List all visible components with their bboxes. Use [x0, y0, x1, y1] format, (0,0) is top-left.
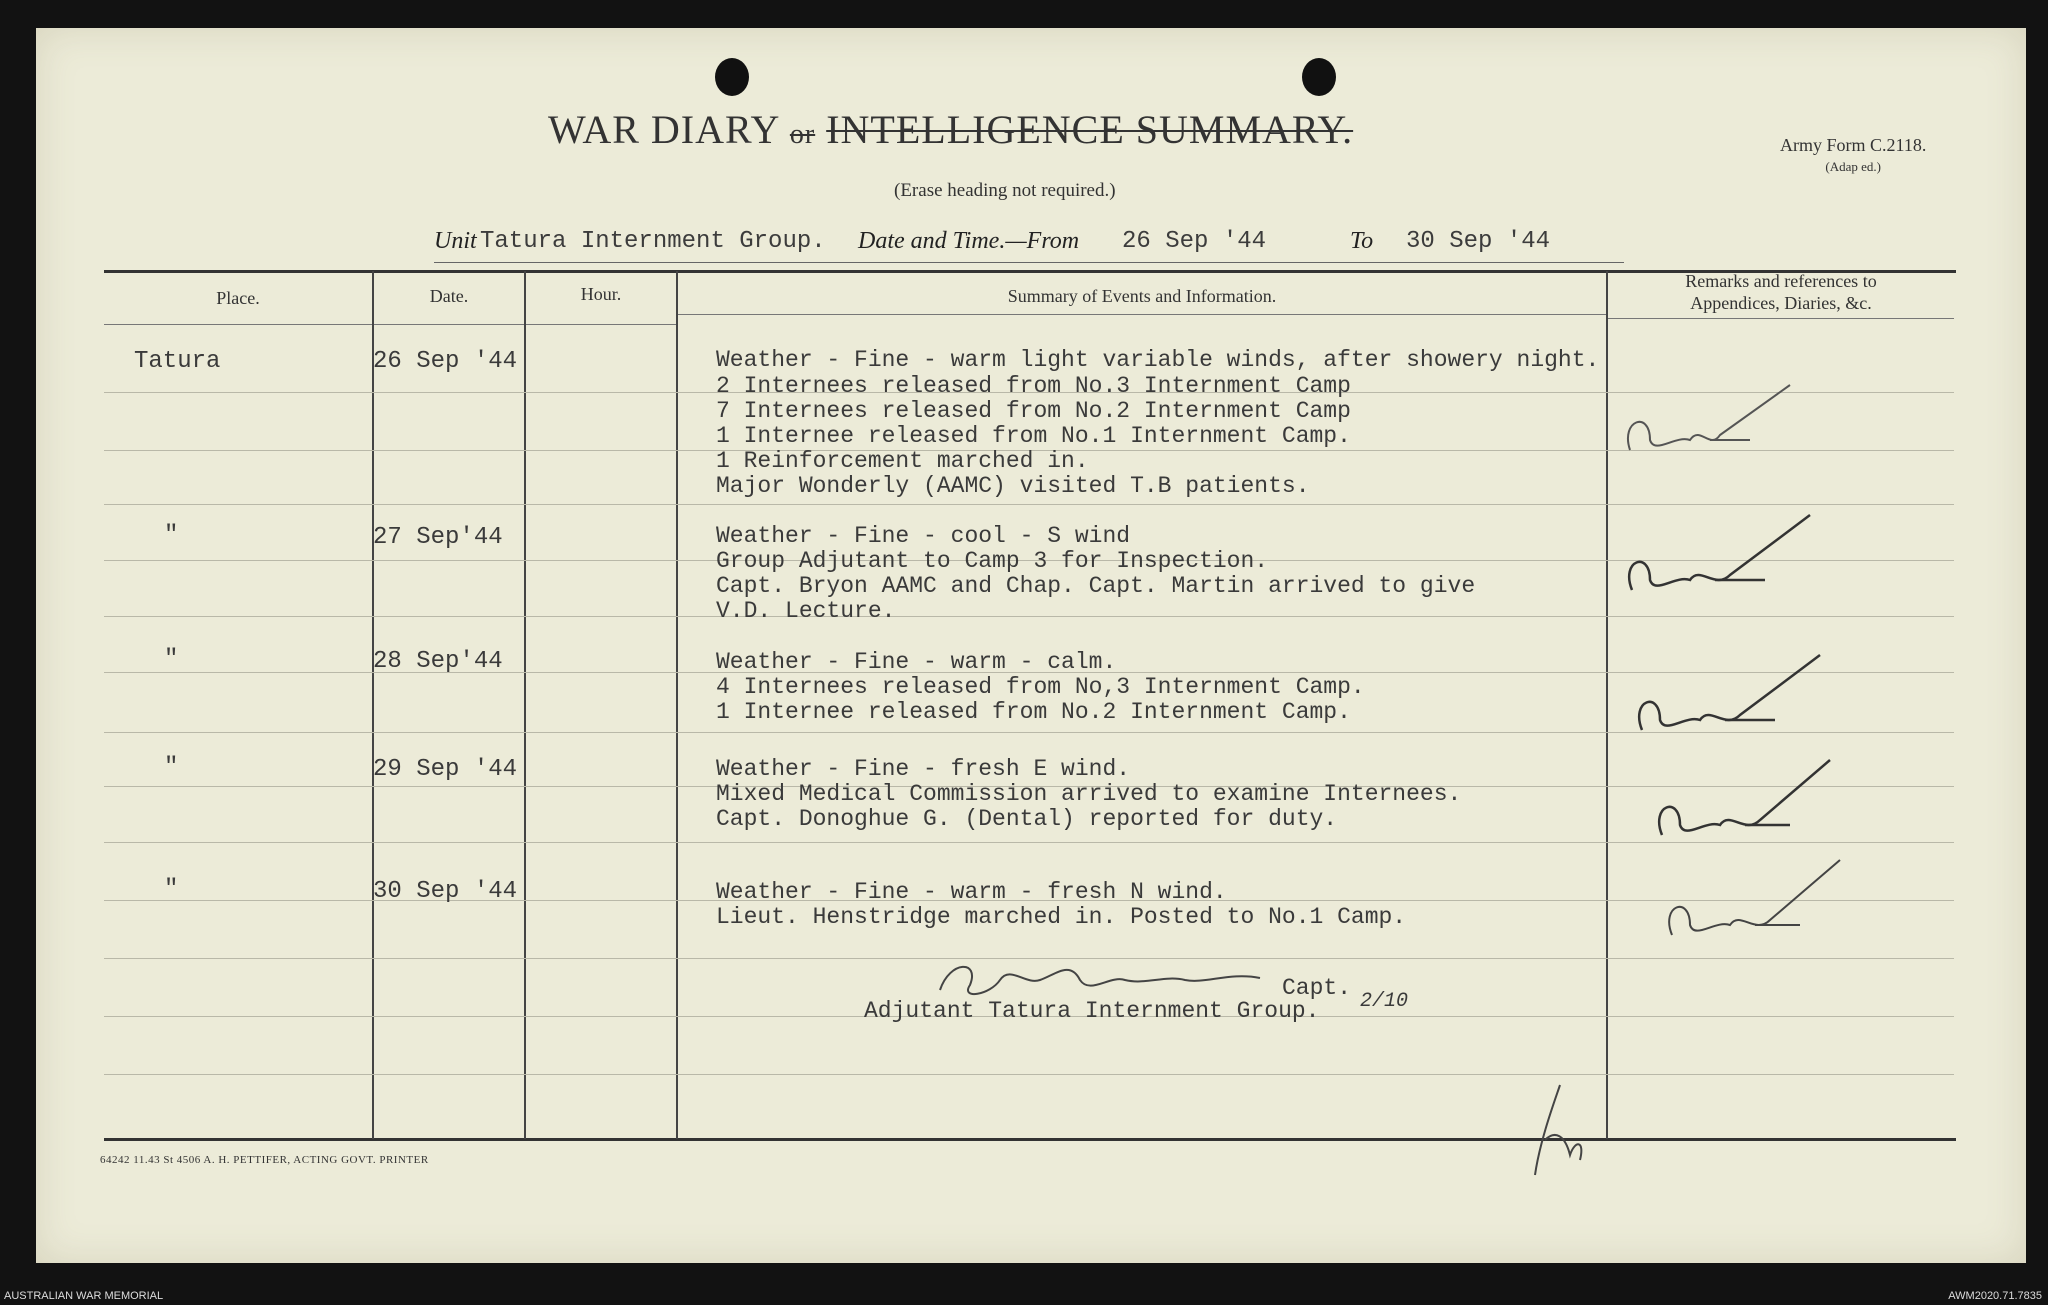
column-header-hour: Hour.: [580, 284, 622, 304]
unit-value: Tatura Internment Group.: [480, 228, 826, 255]
document-page: [36, 28, 2026, 1263]
header-rule: [374, 324, 524, 325]
page-title: [548, 106, 1353, 153]
remarks-initials: [1620, 510, 1820, 610]
subtitle: (Erase heading not required.): [894, 180, 1116, 201]
column-divider: [524, 271, 526, 1139]
remarks-initials: [1620, 380, 1800, 480]
table-bottom-rule: [104, 1138, 1956, 1141]
entry-line: Mixed Medical Commission arrived to examine Internees.: [716, 781, 1462, 807]
entry-line: 1 Internee released from No.2 Internment Camp.: [716, 699, 1351, 725]
unit-line: [434, 226, 1624, 263]
to-date: 30 Sep '44: [1406, 228, 1551, 255]
date-time-label: Date and Time.—From: [858, 228, 1080, 254]
punch-hole: [715, 58, 749, 96]
signature-title: Adjutant Tatura Internment Group.: [864, 998, 1320, 1024]
column-header-place: Place.: [216, 288, 260, 308]
remarks-initials: [1660, 855, 1850, 955]
entry-date: 27 Sep'44: [373, 524, 503, 551]
margin-initials: [1530, 1080, 1590, 1180]
column-header-remarks: Remarks and references to Appendices, Diaries, &c.: [1685, 271, 1877, 313]
entry-place: ": [164, 754, 179, 781]
entry-line: Weather - Fine - warm light variable winds, after showery night.: [716, 347, 1600, 373]
header-rule: [1608, 318, 1954, 319]
header-rule: [526, 324, 676, 325]
entry-line: Major Wonderly (AAMC) visited T.B patients.: [716, 473, 1310, 499]
entry-line: Weather - Fine - fresh E wind.: [716, 756, 1131, 782]
title-intelligence-summary: INTELLIGENCE SUMMARY.: [826, 107, 1354, 152]
header-rule: [104, 324, 372, 325]
entry-line: 1 Reinforcement marched in.: [716, 448, 1089, 474]
printer-imprint: 64242 11.43 St 4506 A. H. PETTIFER, ACTING GOVT. PRINTER: [100, 1154, 429, 1166]
remarks-initials: [1650, 755, 1840, 855]
entry-line: Group Adjutant to Camp 3 for Inspection.: [716, 548, 1269, 574]
column-header-date: Date.: [429, 286, 469, 306]
column-divider: [676, 271, 678, 1139]
header-rule: [678, 314, 1606, 315]
title-or: or: [789, 119, 816, 150]
column-divider: [1606, 271, 1608, 1139]
entry-line: Weather - Fine - warm - calm.: [716, 649, 1117, 675]
entry-line: V.D. Lecture.: [716, 598, 896, 624]
entry-line: Weather - Fine - warm - fresh N wind.: [716, 879, 1227, 905]
entry-line: Capt. Bryon AAMC and Chap. Capt. Martin arrived to give: [716, 573, 1476, 599]
entry-line: Lieut. Henstridge marched in. Posted to No.1 Camp.: [716, 904, 1407, 930]
from-date: 26 Sep '44: [1122, 228, 1267, 255]
column-divider: [372, 271, 374, 1139]
entry-line: Capt. Donoghue G. (Dental) reported for duty.: [716, 806, 1338, 832]
column-header-summary: Summary of Events and Information.: [1007, 286, 1277, 306]
entry-line: Weather - Fine - cool - S wind: [716, 523, 1131, 549]
entry-line: 1 Internee released from No.1 Internment Camp.: [716, 423, 1351, 449]
signature-rank: Capt.: [1282, 975, 1352, 1001]
signature-date-note: 2/10: [1360, 990, 1409, 1013]
archive-credit: AUSTRALIAN WAR MEMORIAL: [4, 1290, 164, 1302]
archive-reference: AWM2020.71.7835: [1948, 1290, 2042, 1302]
unit-label: Unit: [434, 228, 477, 254]
entry-date: 30 Sep '44: [373, 878, 518, 905]
entry-place: Tatura: [134, 348, 221, 375]
entry-place: ": [164, 876, 179, 903]
entry-line: 4 Internees released from No,3 Internment Camp.: [716, 674, 1365, 700]
title-war-diary: WAR DIARY: [548, 107, 779, 152]
remarks-initials: [1630, 650, 1830, 750]
entry-date: 26 Sep '44: [373, 348, 518, 375]
entry-date: 29 Sep '44: [373, 756, 518, 783]
entry-line: 2 Internees released from No.3 Internment Camp: [716, 373, 1351, 399]
to-label: To: [1350, 228, 1374, 254]
entry-place: ": [164, 646, 179, 673]
entry-date: 28 Sep'44: [373, 648, 503, 675]
entry-line: 7 Internees released from No.2 Internment Camp: [716, 398, 1351, 424]
punch-hole: [1302, 58, 1336, 96]
army-form-label: Army Form C.2118. (Adap ed.): [1780, 135, 1927, 174]
entry-place: ": [164, 522, 179, 549]
